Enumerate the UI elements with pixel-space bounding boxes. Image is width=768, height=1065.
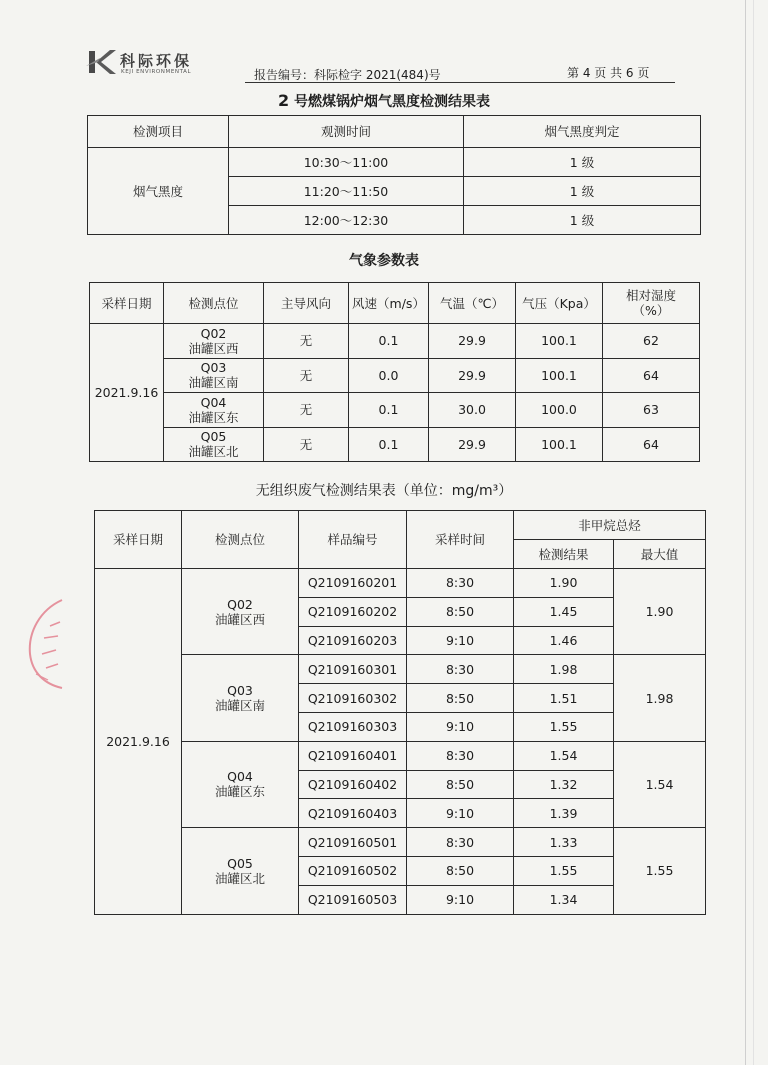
sample-time-cell: 8:50 [407, 770, 514, 799]
logo-k-icon [86, 48, 118, 76]
max-cell: 1.54 [614, 741, 706, 827]
location-cell [182, 828, 299, 914]
result-cell: 1.51 [514, 684, 614, 713]
result-cell: 1.54 [514, 741, 614, 770]
location-cell [182, 741, 299, 827]
sample-id-cell: Q2109160402 [299, 770, 407, 799]
location-name: 油罐区东 [188, 409, 239, 425]
max-cell: 1.90 [614, 569, 706, 655]
location-code: Q03 [200, 360, 227, 376]
wind-speed-cell: 0.1 [349, 393, 429, 428]
location-code: Q04 [227, 769, 253, 785]
wind-speed-cell: 0.1 [349, 324, 429, 359]
sample-id-cell: Q2109160202 [299, 597, 407, 626]
sample-id-cell: Q2109160503 [299, 885, 407, 914]
location-cell [182, 569, 299, 655]
date-cell: 2021.9.16 [95, 569, 182, 915]
time-cell: 10:30～11:00 [229, 148, 464, 177]
header-cell: 检测项目 [88, 116, 229, 148]
wind-dir-cell: 无 [264, 324, 349, 359]
humidity-unit: （%） [632, 303, 670, 318]
result-cell: 1.34 [514, 885, 614, 914]
header-cell: 烟气黑度判定 [464, 116, 701, 148]
header-cell: 采样时间 [407, 511, 514, 569]
max-cell: 1.98 [614, 655, 706, 741]
humidity-cell: 62 [603, 324, 700, 359]
time-cell: 12:00～12:30 [229, 206, 464, 235]
humidity-cell: 64 [603, 358, 700, 393]
table3-title: 无组织废气检测结果表（单位：mg/m³） [255, 483, 513, 499]
location-cell [164, 393, 264, 428]
pressure-cell: 100.0 [516, 393, 603, 428]
result-cell: 1.55 [514, 856, 614, 885]
header-cell: 观测时间 [229, 116, 464, 148]
header-cell: 非甲烷总烃 [514, 511, 706, 540]
sample-id-cell: Q2109160201 [299, 569, 407, 598]
header-cell: 检测点位 [182, 511, 299, 569]
humidity-label: 相对湿度 [625, 288, 676, 303]
report-number: 报告编号：科际检字 2021(484)号 [254, 68, 441, 82]
item-cell: 烟气黑度 [88, 148, 229, 235]
sample-time-cell: 9:10 [407, 626, 514, 655]
grade-cell: 1 级 [464, 148, 701, 177]
seal-stamp-icon [22, 592, 64, 692]
temp-cell: 29.9 [429, 324, 516, 359]
result-cell: 1.32 [514, 770, 614, 799]
sample-id-cell: Q2109160301 [299, 655, 407, 684]
smoke-blackness-table [87, 115, 701, 235]
location-code: Q05 [200, 429, 227, 445]
result-cell: 1.39 [514, 799, 614, 828]
sample-time-cell: 9:10 [407, 799, 514, 828]
header-cell: 气压（Kpa） [516, 283, 603, 324]
wind-dir-cell: 无 [264, 358, 349, 393]
table1-title-prefix: 2 [277, 91, 290, 110]
sample-time-cell: 8:30 [407, 828, 514, 857]
time-cell: 11:20～11:50 [229, 177, 464, 206]
pressure-cell: 100.1 [516, 324, 603, 359]
sample-id-cell: Q2109160302 [299, 684, 407, 713]
sample-time-cell: 9:10 [407, 712, 514, 741]
sample-time-cell: 8:30 [407, 569, 514, 598]
pressure-cell: 100.1 [516, 358, 603, 393]
sample-id-cell: Q2109160401 [299, 741, 407, 770]
max-cell: 1.55 [614, 828, 706, 914]
page-edge [745, 0, 746, 1065]
location-name: 油罐区南 [214, 698, 265, 714]
result-cell: 1.98 [514, 655, 614, 684]
header-cell: 气温（℃） [429, 283, 516, 324]
weather-params-table [89, 282, 700, 462]
location-code: Q03 [227, 683, 253, 699]
header-cell: 最大值 [614, 540, 706, 569]
result-cell: 1.90 [514, 569, 614, 598]
location-cell [164, 427, 264, 462]
grade-cell: 1 级 [464, 177, 701, 206]
humidity-cell: 64 [603, 427, 700, 462]
temp-cell: 29.9 [429, 427, 516, 462]
wind-dir-cell: 无 [264, 427, 349, 462]
location-code: Q02 [200, 325, 227, 341]
location-name: 油罐区南 [188, 375, 239, 391]
wind-speed-cell: 0.1 [349, 427, 429, 462]
location-cell [182, 655, 299, 741]
pressure-cell: 100.1 [516, 427, 603, 462]
sample-time-cell: 8:50 [407, 597, 514, 626]
wind-dir-cell: 无 [264, 393, 349, 428]
sample-id-cell: Q2109160203 [299, 626, 407, 655]
table1-title [0, 91, 768, 111]
page-number: 第 4 页 共 6 页 [567, 66, 650, 80]
fugitive-emission-table [94, 510, 706, 915]
temp-cell: 29.9 [429, 358, 516, 393]
header-cell [603, 283, 700, 324]
location-name: 油罐区东 [214, 784, 265, 800]
temp-cell: 30.0 [429, 393, 516, 428]
humidity-cell: 63 [603, 393, 700, 428]
header-cell: 检测结果 [514, 540, 614, 569]
header-cell: 采样日期 [90, 283, 164, 324]
table1-title-text: 号燃煤锅炉烟气黑度检测结果表 [294, 94, 490, 110]
page-edge-shadow [753, 0, 754, 1065]
sample-id-cell: Q2109160403 [299, 799, 407, 828]
sample-time-cell: 8:30 [407, 655, 514, 684]
sample-id-cell: Q2109160502 [299, 856, 407, 885]
wind-speed-cell: 0.0 [349, 358, 429, 393]
location-code: Q02 [227, 596, 253, 612]
header-cell: 主导风向 [264, 283, 349, 324]
location-code: Q05 [227, 855, 253, 871]
location-name: 油罐区西 [188, 340, 239, 356]
date-cell: 2021.9.16 [90, 324, 164, 462]
logo-name-cn: 科际环保 [120, 52, 193, 70]
result-cell: 1.55 [514, 712, 614, 741]
result-cell: 1.33 [514, 828, 614, 857]
sample-id-cell: Q2109160303 [299, 712, 407, 741]
sample-time-cell: 9:10 [407, 885, 514, 914]
table2-title: 气象参数表 [349, 253, 419, 269]
header-cell: 样品编号 [299, 511, 407, 569]
location-cell [164, 324, 264, 359]
location-code: Q04 [200, 394, 227, 410]
result-cell: 1.46 [514, 626, 614, 655]
location-name: 油罐区北 [188, 444, 239, 460]
location-name: 油罐区西 [214, 611, 265, 627]
location-name: 油罐区北 [214, 870, 265, 886]
sample-time-cell: 8:30 [407, 741, 514, 770]
sample-time-cell: 8:50 [407, 684, 514, 713]
sample-id-cell: Q2109160501 [299, 828, 407, 857]
header-rule [245, 82, 675, 83]
header-cell: 风速（m/s） [349, 283, 429, 324]
header-cell: 采样日期 [95, 511, 182, 569]
logo-name-en: KEJI ENVIRONMENTAL [121, 69, 192, 75]
sample-time-cell: 8:50 [407, 856, 514, 885]
header-cell: 检测点位 [164, 283, 264, 324]
grade-cell: 1 级 [464, 206, 701, 235]
result-cell: 1.45 [514, 597, 614, 626]
location-cell [164, 358, 264, 393]
